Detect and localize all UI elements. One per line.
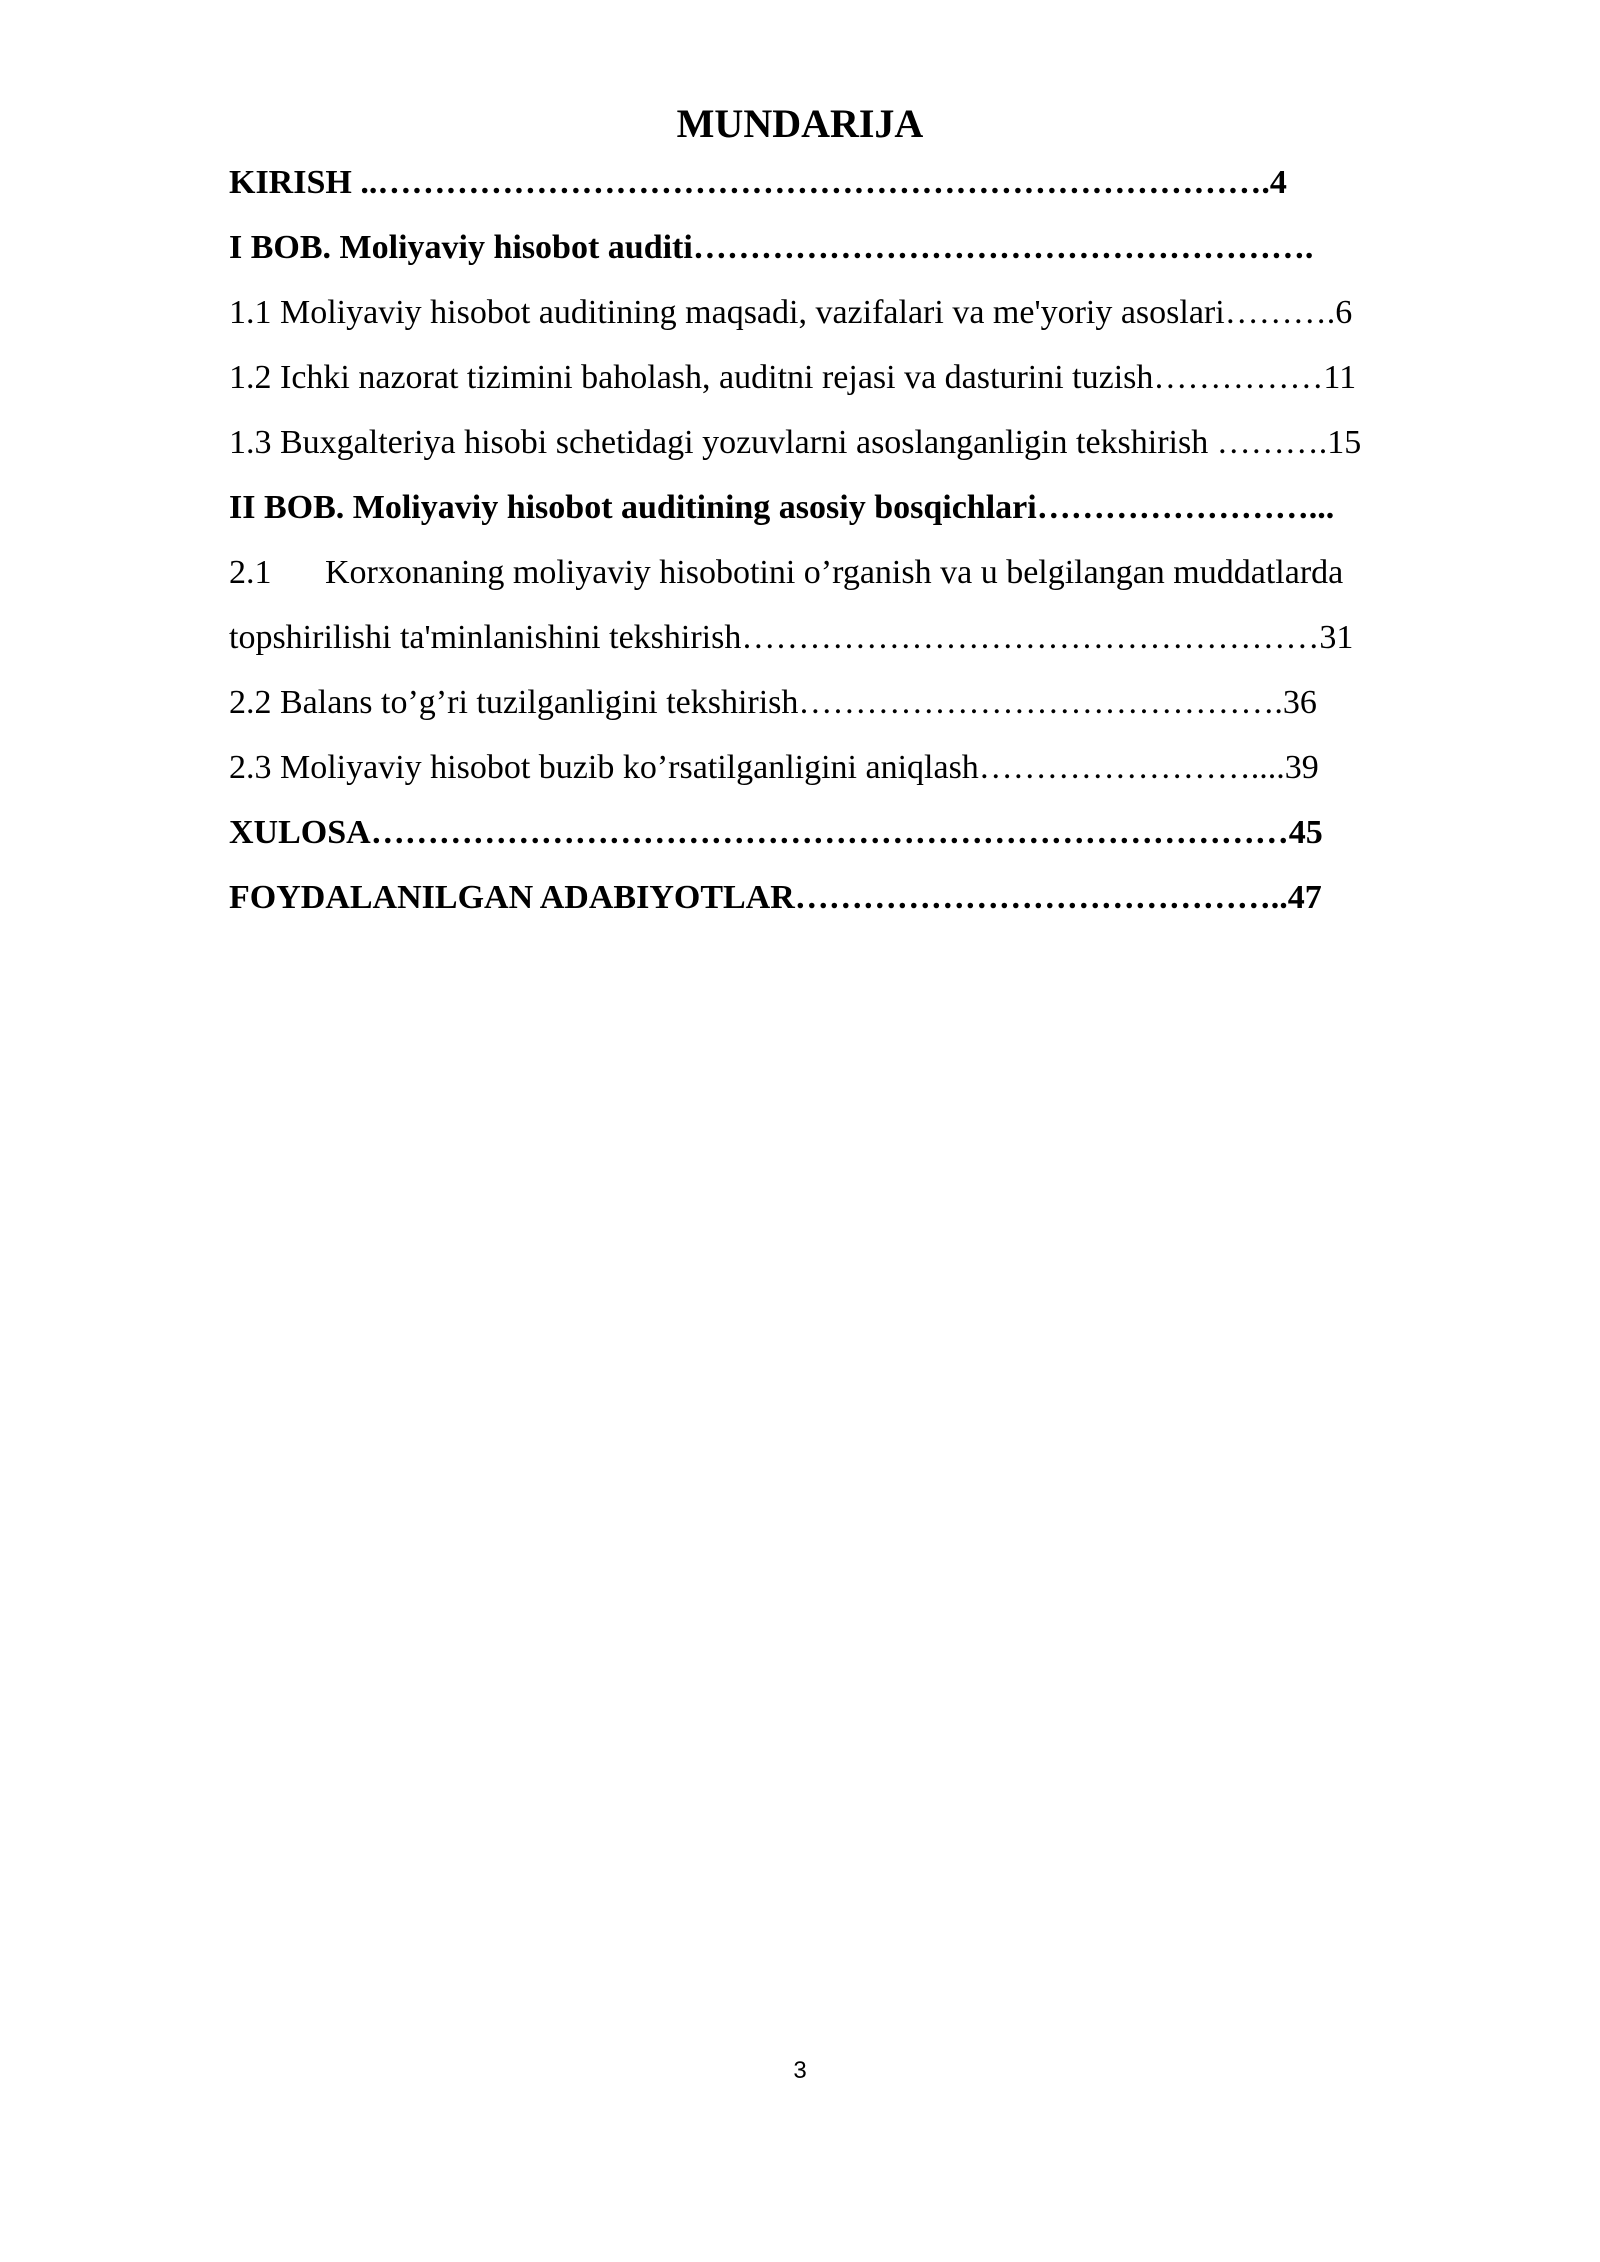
page-number: 3 xyxy=(793,2057,807,2084)
page-title: MUNDARIJA xyxy=(676,101,924,146)
toc-entry-chapter-2: II BOB. Moliyaviy hisobot auditining asosiy bosqichlari……………………... xyxy=(229,489,1335,526)
toc-entry-2-2: 2.2 Balans to’g’ri tuzilganligini tekshirish…………………………………….36 xyxy=(229,684,1317,721)
toc-entry-xulosa: XULOSA………………………………………………………………………45 xyxy=(229,814,1323,851)
toc-entry-2-3: 2.3 Moliyaviy hisobot buzib ko’rsatilganligini aniqlash……………………....39 xyxy=(229,749,1319,786)
table-of-contents xyxy=(229,150,1489,930)
toc-entry-2-1-continuation: topshirilishi ta'minlanishini tekshirish……………………………………………31 xyxy=(229,619,1354,656)
toc-entry-2-1 xyxy=(229,540,1489,605)
toc-entry-kirish: KIRISH ..…………………………………………………………………….4 xyxy=(229,164,1287,201)
toc-entry-2-1-text: Korxonaning moliyaviy hisobotini o’rganish va u belgilangan muddatlarda xyxy=(325,554,1344,591)
toc-entry-1-2: 1.2 Ichki nazorat tizimini baholash, auditni rejasi va dasturini tuzish……………11 xyxy=(229,359,1357,396)
toc-entry-2-1-number: 2.1 xyxy=(229,554,272,591)
toc-entry-1-3: 1.3 Buxgalteriya hisobi schetidagi yozuvlarni asoslanganligin tekshirish ……….15 xyxy=(229,424,1362,461)
toc-entry-chapter-1: I BOB. Moliyaviy hisobot auditi………………………………………………. xyxy=(229,229,1314,266)
toc-entry-adabiyotlar: FOYDALANILGAN ADABIYOTLAR……………………………………..47 xyxy=(229,879,1322,916)
toc-entry-1-1: 1.1 Moliyaviy hisobot auditining maqsadi, vazifalari va me'yoriy asoslari……….6 xyxy=(229,294,1353,331)
